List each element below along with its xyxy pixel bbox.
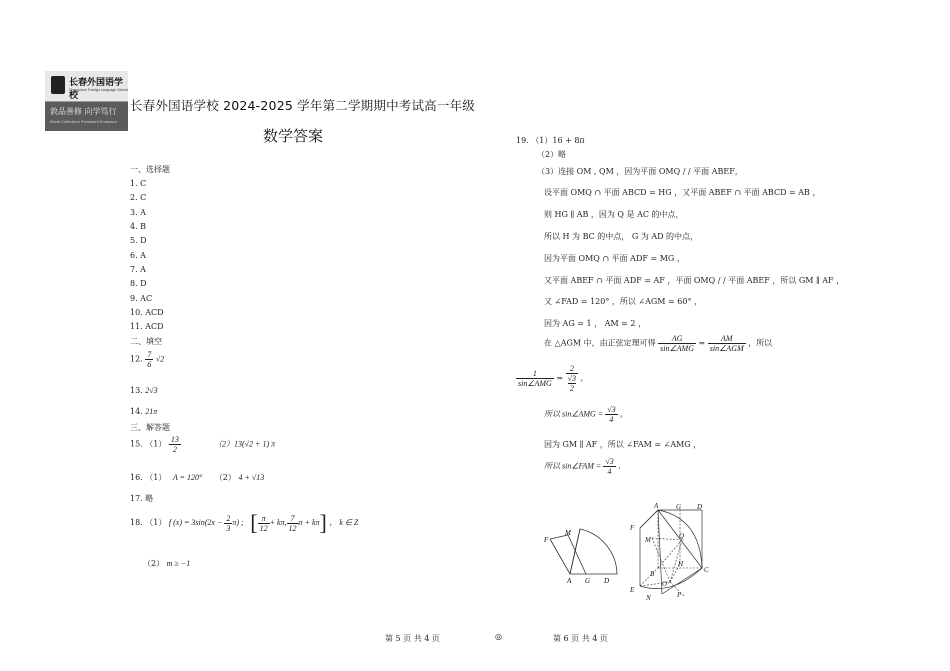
- fig-label: G: [676, 503, 682, 511]
- numerator: 7: [287, 514, 299, 524]
- answer-12: [130, 350, 164, 369]
- school-heading: 长春外国语学校 2024-2025 学年第二学期期中考试高一年级: [130, 98, 475, 113]
- answer-18-2: [143, 558, 190, 569]
- q-part: （2）: [214, 473, 236, 482]
- proof-line: 所以 sin∠FAM = $\frac{√3}{4}$ .: [544, 457, 621, 476]
- numerator: 1: [516, 369, 554, 379]
- answer-17: 17. 略: [130, 494, 154, 503]
- proof-line: 又 ∠FAD = 120° ，所以 ∠AGM = 60° ，: [544, 297, 703, 306]
- fraction: [145, 350, 153, 369]
- fig-label: A: [567, 577, 572, 585]
- answer-18: 18. （1） f (x) = 3sin(2x − $\frac{2}{3}$ π) ; [ $\frac{\pi}{12}$ + kπ, $\frac{7}{12}$ π + kπ] ， k ∈ Z: [130, 510, 359, 535]
- answer-item: 8. D: [130, 279, 147, 288]
- fig-label: H: [678, 560, 684, 568]
- q-label: 18. （1）: [130, 518, 167, 527]
- proof-line: 因为平面 OMQ ∩ 平面 ADF = MG ，: [544, 254, 685, 263]
- fig-label: C: [704, 566, 709, 574]
- fig-label: O: [662, 580, 668, 588]
- proof-line: 因为 GM ∥ AF ，所以 ∠FAM = ∠AMG ，: [544, 440, 702, 449]
- school-logo: [45, 71, 128, 131]
- proof-line: 所以 H 为 BC 的中点， G 为 AD 的中点，: [544, 232, 699, 241]
- q-label: 12.: [130, 354, 143, 364]
- expr: + kπ,: [269, 518, 287, 527]
- fig-label: M: [565, 529, 571, 537]
- answer-19-2: （2）略: [537, 150, 567, 159]
- answer-item: 4. B: [130, 222, 147, 231]
- center-mark-icon: ◎: [495, 632, 502, 641]
- fraction: [708, 334, 746, 353]
- denominator: 3: [226, 523, 231, 533]
- fig-label: P: [677, 591, 682, 599]
- denominator: 2: [172, 445, 177, 454]
- figure-sector: [540, 525, 620, 587]
- fraction: [603, 457, 615, 476]
- denominator: 12: [259, 523, 268, 533]
- denominator: sin∠AMG: [660, 344, 694, 353]
- sub-denominator: 2: [569, 384, 574, 393]
- expr: m ≥ −1: [166, 559, 191, 568]
- numerator: 2: [566, 364, 578, 374]
- numerator: AG: [658, 334, 696, 344]
- expr: π + kπ: [298, 518, 320, 527]
- fig-label: D: [604, 577, 610, 585]
- numerator: 2: [226, 513, 231, 523]
- answer-13: [130, 386, 158, 395]
- fig-label: F: [544, 536, 549, 544]
- answer-item: 3. A: [130, 208, 146, 217]
- proof-line: 又平面 ABEF ∩ 平面 ADF = AF ，平面 OMQ / / 平面 ABEF ，所以 GM ∥ AF ，: [544, 276, 845, 285]
- q-label: 13.: [130, 386, 143, 395]
- q-part: （2）: [143, 559, 165, 568]
- answer-item: 10. ACD: [130, 308, 164, 317]
- fig-label: M: [645, 536, 651, 544]
- denominator: 6: [147, 360, 152, 369]
- denominator: 4: [607, 467, 612, 476]
- answer-item: 1. C: [130, 179, 147, 188]
- expr: π) ;: [232, 518, 244, 527]
- logo-motto-en: Moral Cultivation Persistent Endeavor: [50, 119, 117, 124]
- numerator: √3: [605, 457, 614, 466]
- expr: 4 + √13: [238, 473, 265, 482]
- proof-line: 设平面 OMQ ∩ 平面 ABCD = HG ，又平面 ABEF ∩ 平面 ABCD = AB ，: [544, 188, 821, 197]
- proof-line: 所以 sin∠AMG = $\frac{√3}{4}$ ,: [544, 405, 623, 424]
- q-label: 16. （1）: [130, 473, 167, 482]
- denominator: [566, 374, 578, 393]
- numerator: √3: [607, 405, 616, 414]
- section-choice: 一、选择题: [130, 165, 170, 174]
- denominator: 12: [288, 523, 297, 533]
- logo-brand-en: Changchun Foreign Language School: [69, 88, 128, 92]
- fig-label: A: [654, 502, 659, 510]
- answer-16: [130, 472, 264, 483]
- fraction: [605, 405, 617, 424]
- q-label: 14.: [130, 407, 143, 416]
- denominator: sin∠AMG: [518, 379, 552, 388]
- expr: A = 120°: [172, 473, 203, 482]
- seal-icon: [51, 76, 65, 94]
- fig-label: E: [630, 586, 635, 594]
- sub-numerator: √3: [567, 374, 577, 383]
- fraction: [169, 435, 181, 454]
- numerator: 7: [147, 350, 152, 359]
- answer-item: 11. ACD: [130, 322, 164, 331]
- page-number-left: 第 5 页 共 4 页: [385, 634, 440, 643]
- answer-item: 7. A: [130, 265, 146, 274]
- section-solve: 三、解答题: [130, 423, 170, 432]
- denominator: sin∠AGM: [709, 344, 744, 353]
- proof-line: 因为 AG = 1 ， AM = 2 ，: [544, 319, 647, 328]
- logo-top: [45, 71, 128, 102]
- answer-item: 2. C: [130, 193, 147, 202]
- answer-item: 5. D: [130, 236, 147, 245]
- fraction: [287, 514, 299, 533]
- expr: 2√3: [145, 386, 158, 395]
- text: ，所以: [748, 338, 773, 348]
- logo-brand: 长春外国语学校: [69, 77, 124, 100]
- fig-label: N: [646, 594, 651, 602]
- answer-19-1: 19. （1）16 + 8π: [516, 136, 585, 145]
- proof-line-ratio: $\frac{1}{\text{sin∠AMG}}$ = 2 √3 2 ,: [518, 364, 584, 393]
- denominator: 4: [609, 415, 614, 424]
- expr: √2: [155, 354, 165, 364]
- numerator: 13: [170, 435, 179, 444]
- fraction: [566, 364, 578, 393]
- fig-label: G: [585, 577, 591, 585]
- numerator: π: [258, 514, 270, 524]
- text: 在 △AGM 中，由正弦定理可得: [544, 338, 656, 348]
- answer-item: 9. AC: [130, 294, 153, 303]
- expr: f (x) = 3sin(2x −: [168, 518, 225, 527]
- section-fill: 二、填空: [130, 337, 162, 346]
- fraction: [516, 369, 554, 388]
- fig-label: D: [697, 503, 703, 511]
- logo-motto: 敦品善修 向学笃行: [50, 107, 117, 116]
- page-number-right: 第 6 页 共 4 页: [553, 634, 608, 643]
- fraction: [258, 514, 270, 533]
- answer-15: [130, 435, 275, 454]
- q-label: 15. （1）: [130, 439, 167, 449]
- text: 所以 sin∠FAM =: [544, 461, 604, 471]
- numerator: AM: [708, 334, 746, 344]
- answer-item: 6. A: [130, 251, 146, 260]
- text: 所以 sin∠AMG =: [544, 409, 606, 419]
- expr: ， k ∈ Z: [329, 518, 359, 527]
- fig-label: B: [650, 570, 655, 578]
- proof-line: （3）连接 OM , QM ，因为平面 OMQ / / 平面 ABEF，: [537, 167, 743, 176]
- expr: 21π: [145, 407, 158, 416]
- fraction: [658, 334, 696, 353]
- fig-label: Q: [679, 532, 685, 540]
- figure-solid: [622, 500, 714, 602]
- page-title: 数学答案: [263, 127, 324, 145]
- proof-line: 则 HG ∥ AB ，因为 Q 是 AC 的中点，: [544, 210, 684, 219]
- proof-line-sine: 在 △AGM 中，由正弦定理可得 $\frac{AG}{\text{sin∠AMG}}$ = $\frac{AM}{\text{sin∠AGM}}$ ，所以: [544, 334, 773, 353]
- fig-label: F: [630, 524, 635, 532]
- expr: （2）13(√2 + 1) π: [214, 439, 276, 449]
- answer-14: [130, 407, 157, 416]
